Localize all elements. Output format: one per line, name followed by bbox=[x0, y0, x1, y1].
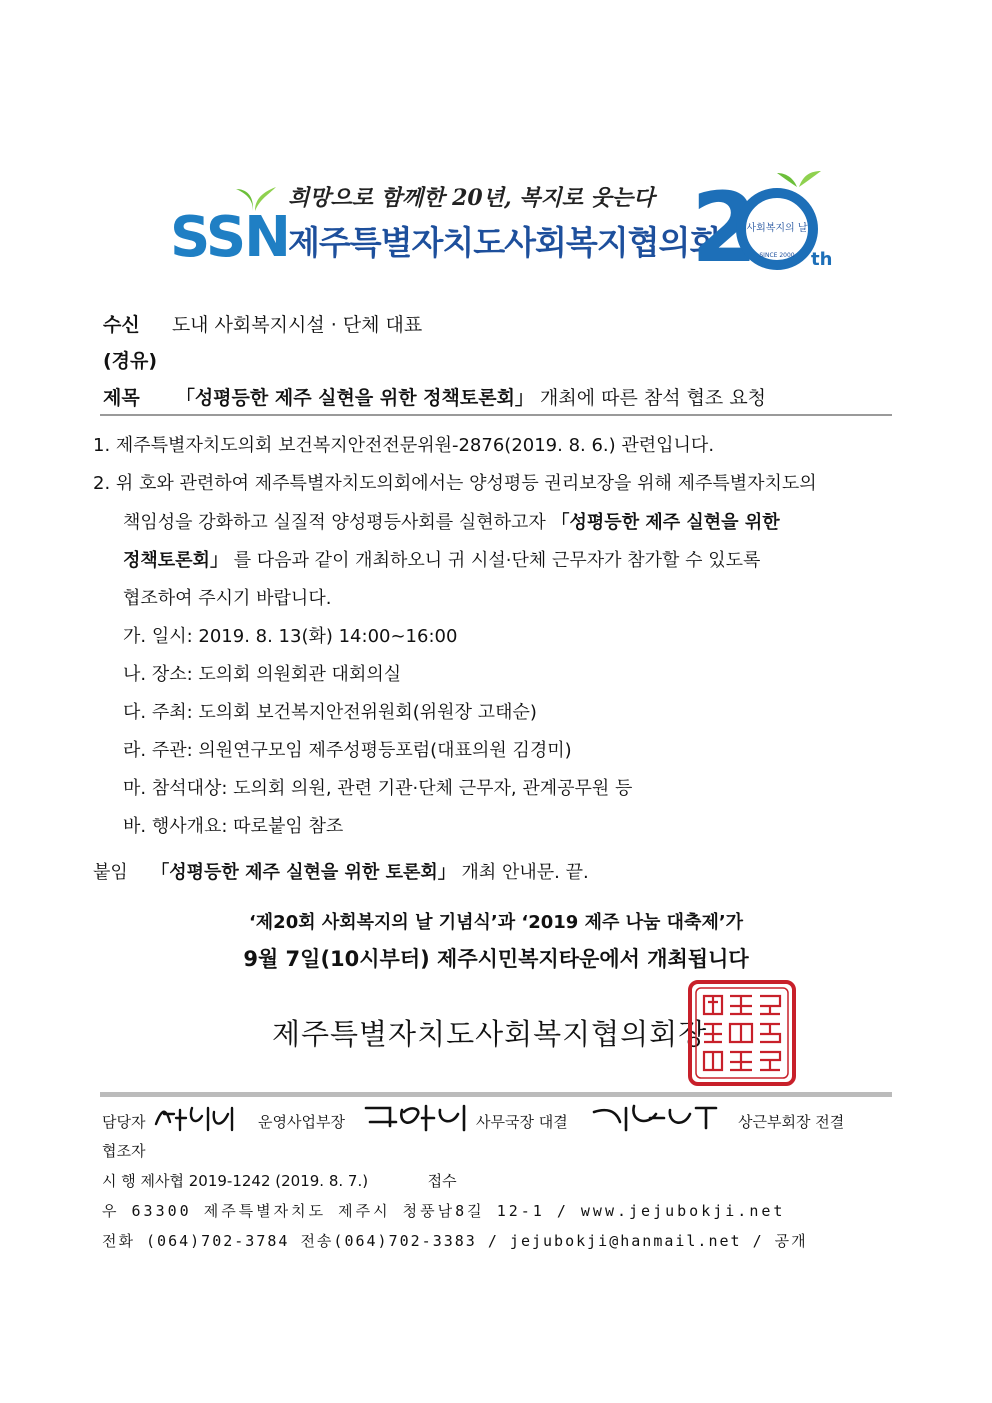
subject-label: 제목 bbox=[103, 387, 140, 409]
enforcement-number: 시 행 제사협 2019-1242 (2019. 8. 7.) bbox=[102, 1172, 369, 1190]
manager-signature-icon bbox=[362, 1100, 474, 1134]
logo-abbr: SSN bbox=[170, 205, 290, 270]
recipient-value: 도내 사회복지시설 · 단체 대표 bbox=[171, 314, 423, 336]
body-text: 책임성을 강화하고 실질적 양성평등사회를 실현하고자 bbox=[123, 512, 552, 533]
body-item-2-line-2 bbox=[123, 508, 780, 534]
attachment-title: 「성평등한 제주 실현을 위한 토론회」 bbox=[151, 862, 456, 883]
secretary-label: 사무국장 대결 bbox=[476, 1113, 568, 1131]
badge-two: 2 bbox=[691, 172, 758, 275]
footer-divider bbox=[100, 1092, 892, 1097]
staff-signature-icon bbox=[152, 1102, 244, 1134]
badge-label: 사회복지의 날 bbox=[746, 223, 808, 234]
detail-overview: 바. 행사개요: 따로붙임 참조 bbox=[123, 816, 344, 837]
signer-name: 제주특별자치도사회복지협의회장 bbox=[272, 1017, 708, 1051]
cooperator-label: 협조자 bbox=[102, 1142, 146, 1160]
manager-label: 운영사업부장 bbox=[258, 1113, 345, 1131]
recipient-label: 수신 bbox=[103, 314, 140, 336]
announcement-line-1: ‘제20회 사회복지의 날 기념식’과 ‘2019 제주 나눔 대축제’가 bbox=[248, 912, 744, 933]
detail-venue: 나. 장소: 도의회 의원회관 대회의실 bbox=[123, 664, 402, 685]
body-item-2-line-4: 협조하여 주시기 바랍니다. bbox=[123, 588, 332, 609]
body-text: 를 다음과 같이 개최하오니 귀 시설·단체 근무자가 참가할 수 있도록 bbox=[233, 550, 761, 571]
logo-slogan: 희망으로 함께한 20년, 복지로 웃는다 bbox=[288, 185, 655, 211]
subject-row bbox=[103, 383, 766, 410]
event-title-part2: 정책토론회」 bbox=[123, 550, 228, 571]
staff-label: 담당자 bbox=[102, 1113, 146, 1131]
attachment-rest: 개최 안내문. 끝. bbox=[461, 862, 589, 883]
org-logo bbox=[170, 165, 833, 275]
secretary-signature-icon bbox=[590, 1100, 720, 1134]
detail-host: 다. 주최: 도의회 보건복지안전위원회(위원장 고태순) bbox=[123, 702, 537, 723]
official-seal-icon bbox=[686, 978, 798, 1088]
badge-suffix: th bbox=[811, 249, 833, 270]
anniversary-badge bbox=[685, 165, 835, 275]
address-line: 우 63300 제주특별자치도 제주시 청풍남8길 12-1 / www.jejubokji.net bbox=[102, 1202, 786, 1220]
attachment-label: 붙임 bbox=[93, 862, 128, 883]
attachment-row bbox=[93, 858, 589, 884]
event-title-part1: 「성평등한 제주 실현을 위한 bbox=[551, 512, 780, 533]
detail-date: 가. 일시: 2019. 8. 13(화) 14:00~16:00 bbox=[123, 626, 458, 647]
subject-title: 「성평등한 제주 실현을 위한 정책토론회」 bbox=[175, 387, 534, 409]
body-item-1: 1. 제주특별자치도의회 보건복지안전전문위원-2876(2019. 8. 6.) 관련입니다. bbox=[93, 435, 715, 456]
header-divider bbox=[100, 414, 892, 416]
body-item-2-line-3 bbox=[123, 546, 760, 572]
announcement-line-2: 9월 7일(10시부터) 제주시민복지타운에서 개최됩니다 bbox=[243, 947, 749, 971]
receipt-label: 접수 bbox=[427, 1172, 457, 1190]
body-item-2-line-1: 2. 위 호와 관련하여 제주특별자치도의회에서는 양성평등 권리보장을 위해 제주특별자치도의 bbox=[93, 473, 817, 494]
detail-attendees: 마. 참석대상: 도의회 의원, 관련 기관·단체 근무자, 관계공무원 등 bbox=[123, 778, 633, 799]
contact-line: 전화 (064)702-3784 전송(064)702-3383 / jejubokji@hanmail.net / 공개 bbox=[102, 1232, 808, 1250]
logo-org-name: 제주특별자치도사회복지협의회 bbox=[288, 223, 721, 262]
subject-rest: 개최에 따른 참석 협조 요청 bbox=[539, 387, 767, 409]
vice-president-label: 상근부회장 전결 bbox=[738, 1113, 845, 1131]
detail-organizer: 라. 주관: 의원연구모임 제주성평등포럼(대표의원 김경미) bbox=[123, 740, 572, 761]
recipient-row bbox=[103, 310, 422, 337]
via-label: (경유) bbox=[103, 350, 158, 372]
badge-since: SINCE 2000 bbox=[759, 252, 795, 259]
enforcement-row bbox=[102, 1170, 457, 1191]
